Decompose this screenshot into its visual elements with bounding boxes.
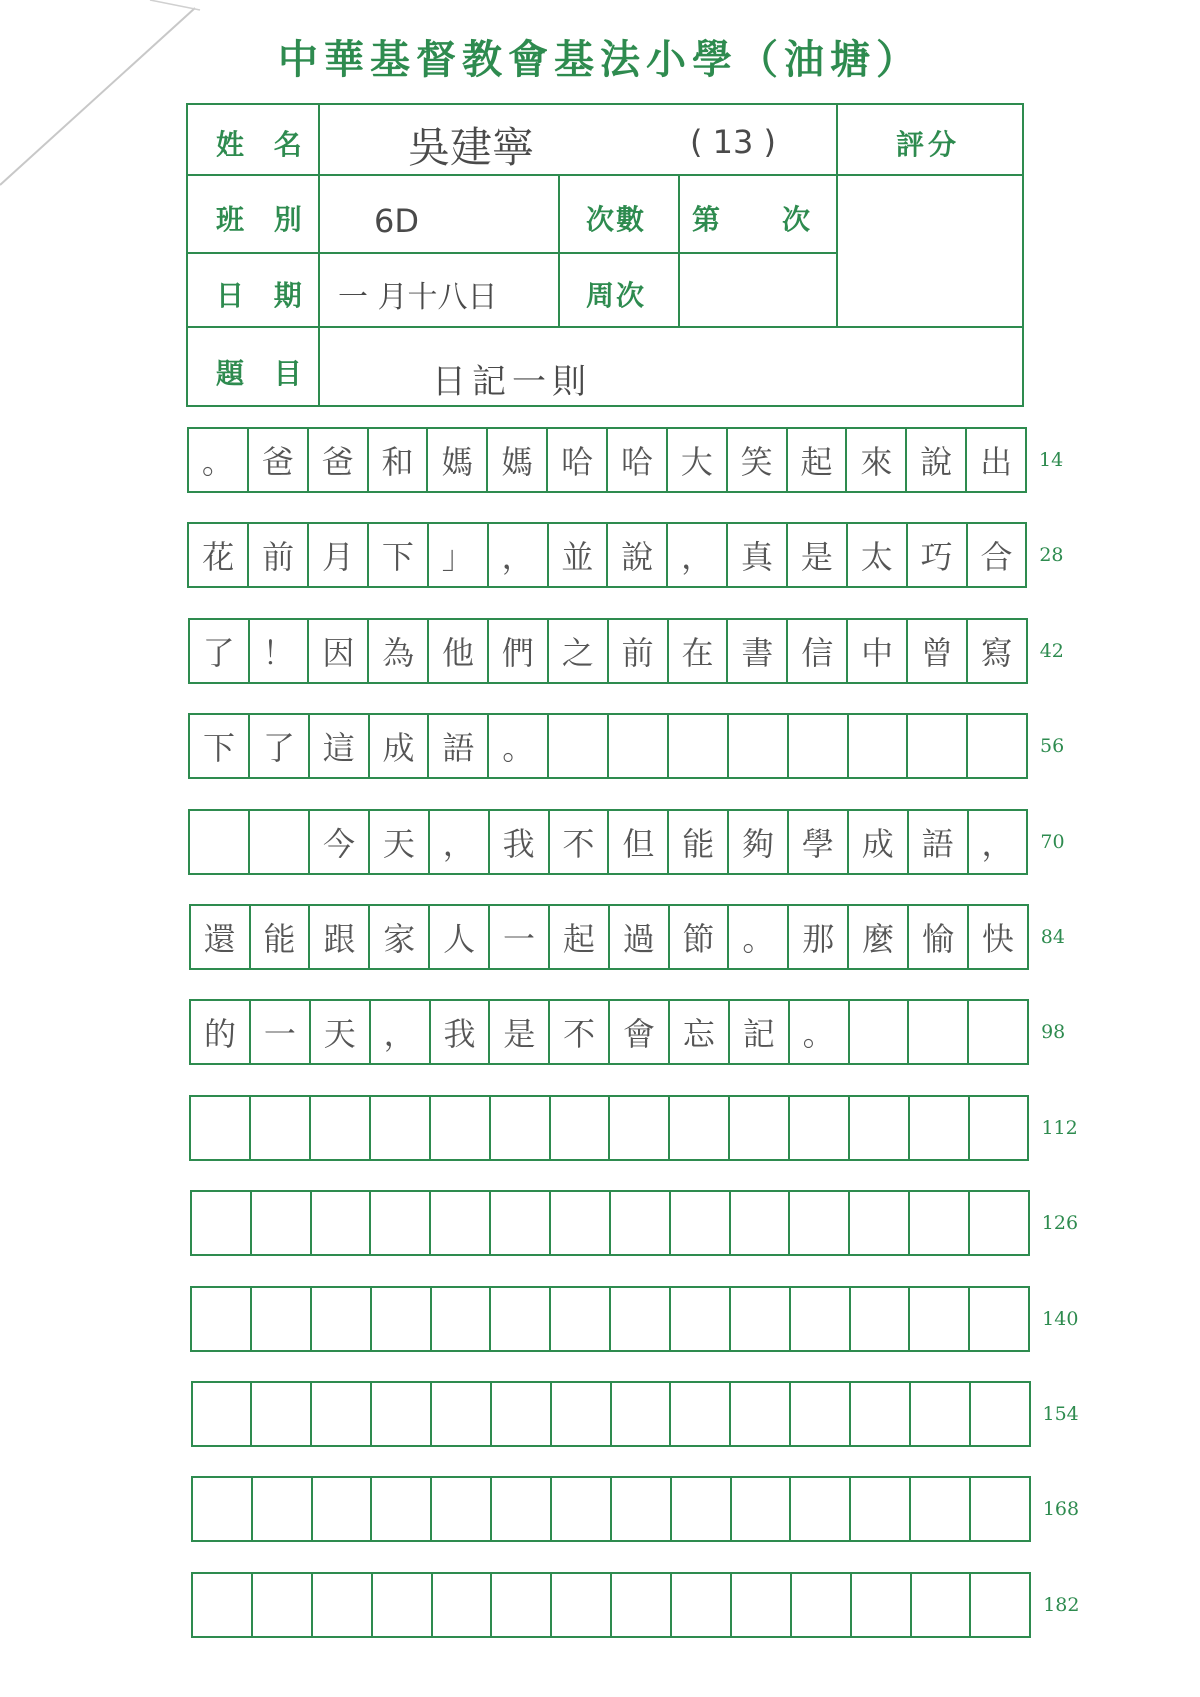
score-value-cell bbox=[836, 174, 1024, 328]
class-value-cell bbox=[318, 174, 560, 254]
grid-cell: 跟 bbox=[310, 906, 370, 968]
name-value-cell bbox=[318, 103, 838, 176]
grid-cell bbox=[672, 1574, 732, 1636]
grid-row bbox=[191, 1381, 1031, 1447]
grid-row bbox=[191, 1572, 1031, 1638]
grid-cell: 起 bbox=[788, 429, 848, 491]
grid-cell bbox=[491, 1288, 551, 1350]
grid-cell bbox=[731, 1288, 791, 1350]
grid-cell bbox=[552, 1383, 612, 1445]
grid-cell bbox=[791, 1478, 851, 1540]
class-value: 6D bbox=[374, 202, 419, 240]
grid-cell: 麼 bbox=[849, 906, 909, 968]
grid-cell: 記 bbox=[730, 1001, 790, 1063]
grid-cell bbox=[792, 1574, 852, 1636]
grid-cell: 說 bbox=[907, 429, 967, 491]
grid-cell: 我 bbox=[490, 811, 550, 873]
grid-cell: 是 bbox=[490, 1001, 550, 1063]
character-count-label: 98 bbox=[1041, 1021, 1066, 1044]
grid-cell: 成 bbox=[849, 811, 909, 873]
grid-cell: 天 bbox=[311, 1001, 371, 1063]
grid-cell: 月 bbox=[309, 524, 369, 586]
grid-cell bbox=[611, 1288, 671, 1350]
grid-cell: 媽 bbox=[488, 429, 548, 491]
grid-cell bbox=[313, 1574, 373, 1636]
grid-cell: 。 bbox=[189, 429, 249, 491]
grid-cell bbox=[910, 1192, 970, 1254]
grid-cell bbox=[850, 1001, 910, 1063]
grid-cell: ， bbox=[371, 1001, 431, 1063]
grid-cell: 成 bbox=[370, 715, 430, 777]
grid-cell: 在 bbox=[669, 620, 729, 682]
grid-cell bbox=[969, 1001, 1027, 1063]
grid-cell bbox=[492, 1478, 552, 1540]
grid-cell: 巧 bbox=[908, 524, 968, 586]
grid-cell bbox=[609, 715, 669, 777]
grid-row bbox=[188, 713, 1028, 779]
grid-cell: 家 bbox=[370, 906, 430, 968]
grid-cell: 一 bbox=[490, 906, 550, 968]
character-count-label: 168 bbox=[1042, 1498, 1080, 1521]
grid-cell: 下 bbox=[190, 715, 250, 777]
grid-cell bbox=[552, 1574, 612, 1636]
student-number: ( 13 ) bbox=[690, 123, 777, 161]
topic-value: 日記一則 bbox=[432, 362, 592, 402]
school-title: 中華基督教會基法小學（油塘） bbox=[278, 36, 922, 83]
grid-cell bbox=[312, 1192, 372, 1254]
grid-cell bbox=[790, 1097, 850, 1159]
grid-cell bbox=[192, 1288, 252, 1350]
grid-cell: 人 bbox=[430, 906, 490, 968]
grid-cell: 和 bbox=[369, 429, 429, 491]
grid-cell: 出 bbox=[980, 443, 1013, 481]
grid-cell: 下 bbox=[369, 524, 429, 586]
grid-cell bbox=[732, 1478, 792, 1540]
grid-cell: 說 bbox=[608, 524, 668, 586]
grid-cell bbox=[250, 811, 310, 873]
grid-cell: ， bbox=[489, 524, 549, 586]
grid-cell: 花 bbox=[189, 524, 249, 586]
grid-cell bbox=[491, 1192, 551, 1254]
grid-cell bbox=[671, 1192, 731, 1254]
grid-cell bbox=[971, 1574, 1029, 1636]
grid-cell: 前 bbox=[609, 620, 669, 682]
grid-cell: 。 bbox=[729, 906, 789, 968]
attempt-value-cell bbox=[678, 174, 838, 254]
grid-cell bbox=[730, 1097, 790, 1159]
grid-cell bbox=[612, 1574, 672, 1636]
grid-cell: 今 bbox=[310, 811, 370, 873]
grid-row bbox=[190, 1190, 1030, 1256]
week-label: 周次 bbox=[586, 279, 647, 312]
grid-cell bbox=[851, 1288, 911, 1350]
grid-cell: 快 bbox=[981, 920, 1014, 958]
grid-cell: 合 bbox=[980, 538, 1013, 577]
grid-cell bbox=[491, 1097, 551, 1159]
grid-cell: 真 bbox=[728, 524, 788, 586]
grid-cell bbox=[432, 1288, 492, 1350]
grid-cell: 了 bbox=[190, 620, 250, 682]
grid-cell bbox=[908, 715, 968, 777]
grid-cell: 的 bbox=[191, 1001, 251, 1063]
name-label: 姓 名 bbox=[216, 128, 312, 161]
character-count-label: 56 bbox=[1040, 735, 1065, 758]
character-count-label: 42 bbox=[1039, 639, 1064, 662]
grid-cell: 愉 bbox=[909, 906, 969, 968]
grid-row bbox=[190, 1286, 1030, 1352]
date-value-cell bbox=[318, 252, 560, 328]
grid-cell bbox=[193, 1383, 253, 1445]
character-count-label: 70 bbox=[1040, 830, 1065, 853]
grid-cell: 。 bbox=[790, 1001, 850, 1063]
grid-cell: 了 bbox=[250, 715, 310, 777]
grid-row bbox=[191, 1476, 1031, 1542]
grid-cell bbox=[251, 1097, 311, 1159]
grid-row bbox=[189, 1095, 1029, 1161]
grid-row bbox=[188, 809, 1028, 875]
grid-cell bbox=[252, 1383, 312, 1445]
grid-cell: 書 bbox=[728, 620, 788, 682]
grid-cell: 我 bbox=[431, 1001, 491, 1063]
grid-cell bbox=[968, 715, 1026, 777]
grid-cell: 。 bbox=[489, 715, 549, 777]
grid-cell bbox=[789, 715, 849, 777]
topic-value-cell bbox=[318, 326, 1024, 407]
grid-cell: 是 bbox=[788, 524, 848, 586]
grid-cell bbox=[672, 1478, 732, 1540]
grid-row bbox=[189, 904, 1029, 970]
grid-cell bbox=[551, 1192, 611, 1254]
week-label-cell bbox=[558, 252, 680, 328]
grid-cell: 這 bbox=[310, 715, 370, 777]
grid-cell: 不 bbox=[550, 1001, 610, 1063]
grid-cell bbox=[849, 715, 909, 777]
grid-cell bbox=[192, 1192, 252, 1254]
grid-cell: 還 bbox=[191, 906, 251, 968]
character-count-label: 84 bbox=[1040, 926, 1065, 948]
grid-cell bbox=[312, 1383, 372, 1445]
grid-cell bbox=[431, 1192, 491, 1254]
grid-cell bbox=[909, 1001, 969, 1063]
grid-cell bbox=[910, 1097, 970, 1159]
grid-cell: 不 bbox=[550, 811, 610, 873]
grid-cell bbox=[970, 1288, 1028, 1350]
grid-cell bbox=[551, 1288, 611, 1350]
character-count-label: 112 bbox=[1041, 1116, 1078, 1139]
class-label: 班 別 bbox=[216, 203, 312, 236]
grid-cell bbox=[372, 1383, 432, 1445]
date-label: 日 期 bbox=[216, 279, 312, 312]
character-count-label: 126 bbox=[1041, 1212, 1079, 1235]
grid-cell bbox=[791, 1383, 851, 1445]
grid-cell bbox=[912, 1574, 972, 1636]
grid-cell: 那 bbox=[789, 906, 849, 968]
character-count-label: 154 bbox=[1042, 1403, 1079, 1425]
grid-cell: 並 bbox=[549, 524, 609, 586]
grid-cell bbox=[910, 1288, 970, 1350]
grid-cell bbox=[552, 1478, 612, 1540]
grid-cell bbox=[191, 1097, 251, 1159]
grid-cell bbox=[731, 1383, 791, 1445]
grid-cell bbox=[732, 1574, 792, 1636]
grid-cell bbox=[372, 1478, 432, 1540]
grid-cell bbox=[729, 715, 789, 777]
grid-row bbox=[187, 427, 1027, 493]
grid-cell: 一 bbox=[251, 1001, 311, 1063]
grid-cell bbox=[671, 1383, 731, 1445]
grid-cell bbox=[311, 1097, 371, 1159]
grid-cell bbox=[791, 1288, 851, 1350]
grid-cell: 們 bbox=[489, 620, 549, 682]
grid-row bbox=[189, 999, 1029, 1065]
grid-cell bbox=[669, 715, 729, 777]
grid-cell bbox=[731, 1192, 791, 1254]
grid-cell bbox=[851, 1383, 911, 1445]
grid-cell bbox=[852, 1574, 912, 1636]
header-form bbox=[186, 103, 1024, 407]
grid-cell: 信 bbox=[788, 620, 848, 682]
grid-cell: 過 bbox=[610, 906, 670, 968]
grid-cell: ， bbox=[430, 811, 490, 873]
grid-cell: 之 bbox=[549, 620, 609, 682]
grid-cell: 中 bbox=[848, 620, 908, 682]
score-label-cell bbox=[836, 103, 1024, 176]
grid-cell bbox=[671, 1288, 731, 1350]
character-count-label: 14 bbox=[1039, 449, 1064, 471]
grid-cell: 曾 bbox=[908, 620, 968, 682]
grid-cell: 哈 bbox=[608, 429, 668, 491]
grid-row bbox=[187, 522, 1027, 588]
grid-cell bbox=[970, 1097, 1028, 1159]
grid-cell bbox=[432, 1478, 492, 1540]
grid-cell: 爸 bbox=[249, 429, 309, 491]
grid-cell: ， bbox=[981, 824, 1014, 863]
grid-cell bbox=[373, 1574, 433, 1636]
class-label-cell bbox=[186, 174, 320, 254]
grid-cell bbox=[612, 1478, 672, 1540]
grid-cell: 能 bbox=[669, 811, 729, 873]
name-label-cell bbox=[186, 103, 320, 176]
grid-cell: ， bbox=[668, 524, 728, 586]
name-value: 吳建寧 bbox=[408, 123, 535, 172]
grid-cell bbox=[670, 1097, 730, 1159]
grid-cell: 爸 bbox=[309, 429, 369, 491]
grid-cell bbox=[612, 1383, 672, 1445]
grid-cell: 起 bbox=[550, 906, 610, 968]
grid-cell bbox=[190, 811, 250, 873]
grid-cell bbox=[851, 1478, 911, 1540]
grid-cell bbox=[372, 1288, 432, 1350]
grid-cell bbox=[371, 1097, 431, 1159]
grid-cell bbox=[253, 1574, 313, 1636]
grid-cell bbox=[431, 1097, 491, 1159]
grid-cell bbox=[551, 1097, 611, 1159]
grid-cell bbox=[193, 1478, 253, 1540]
grid-cell: 為 bbox=[369, 620, 429, 682]
grid-cell: 語 bbox=[429, 715, 489, 777]
topic-label: 題 目 bbox=[216, 357, 312, 390]
grid-cell: 太 bbox=[848, 524, 908, 586]
grid-cell bbox=[252, 1192, 312, 1254]
week-value-cell bbox=[678, 252, 838, 328]
character-count-label: 182 bbox=[1043, 1593, 1080, 1616]
grid-cell bbox=[610, 1097, 670, 1159]
topic-label-cell bbox=[186, 326, 320, 407]
grid-cell: 大 bbox=[668, 429, 728, 491]
date-label-cell bbox=[186, 252, 320, 328]
grid-cell: 語 bbox=[909, 811, 969, 873]
grid-cell bbox=[492, 1574, 552, 1636]
attempt-label: 次數 bbox=[586, 203, 647, 236]
attempt-label-cell bbox=[558, 174, 680, 254]
grid-cell bbox=[971, 1478, 1029, 1540]
grid-cell bbox=[492, 1383, 552, 1445]
grid-cell bbox=[371, 1192, 431, 1254]
grid-cell: 天 bbox=[370, 811, 430, 873]
grid-row bbox=[188, 618, 1028, 684]
grid-cell: 寫 bbox=[980, 633, 1013, 672]
grid-cell: 學 bbox=[789, 811, 849, 873]
grid-cell: 能 bbox=[251, 906, 311, 968]
character-count-label: 140 bbox=[1042, 1307, 1079, 1330]
grid-cell: 來 bbox=[847, 429, 907, 491]
grid-cell bbox=[850, 1097, 910, 1159]
character-count-label: 28 bbox=[1039, 544, 1064, 567]
grid-cell bbox=[971, 1383, 1029, 1445]
grid-cell bbox=[252, 1288, 312, 1350]
grid-cell bbox=[433, 1574, 493, 1636]
grid-cell: 夠 bbox=[729, 811, 789, 873]
grid-cell: 媽 bbox=[428, 429, 488, 491]
grid-cell: 笑 bbox=[728, 429, 788, 491]
grid-cell: ！ bbox=[250, 620, 310, 682]
grid-cell bbox=[911, 1478, 971, 1540]
grid-cell: 會 bbox=[610, 1001, 670, 1063]
grid-cell: 前 bbox=[249, 524, 309, 586]
grid-cell bbox=[193, 1574, 253, 1636]
grid-cell bbox=[432, 1383, 492, 1445]
grid-cell bbox=[911, 1383, 971, 1445]
grid-cell bbox=[611, 1192, 671, 1254]
grid-cell: 哈 bbox=[548, 429, 608, 491]
grid-cell: 他 bbox=[429, 620, 489, 682]
grid-cell: 節 bbox=[670, 906, 730, 968]
grid-cell bbox=[312, 1288, 372, 1350]
date-value: 一 月十八日 bbox=[338, 280, 498, 315]
grid-cell: 忘 bbox=[670, 1001, 730, 1063]
grid-cell bbox=[253, 1478, 313, 1540]
grid-cell: 」 bbox=[429, 524, 489, 586]
grid-cell bbox=[970, 1192, 1028, 1254]
grid-cell bbox=[850, 1192, 910, 1254]
grid-cell bbox=[790, 1192, 850, 1254]
grid-cell: 但 bbox=[609, 811, 669, 873]
grid-cell: 因 bbox=[309, 620, 369, 682]
grid-cell bbox=[313, 1478, 373, 1540]
grid-cell bbox=[549, 715, 609, 777]
score-label: 評分 bbox=[896, 128, 961, 161]
attempt-value: 第 次 bbox=[692, 203, 813, 236]
